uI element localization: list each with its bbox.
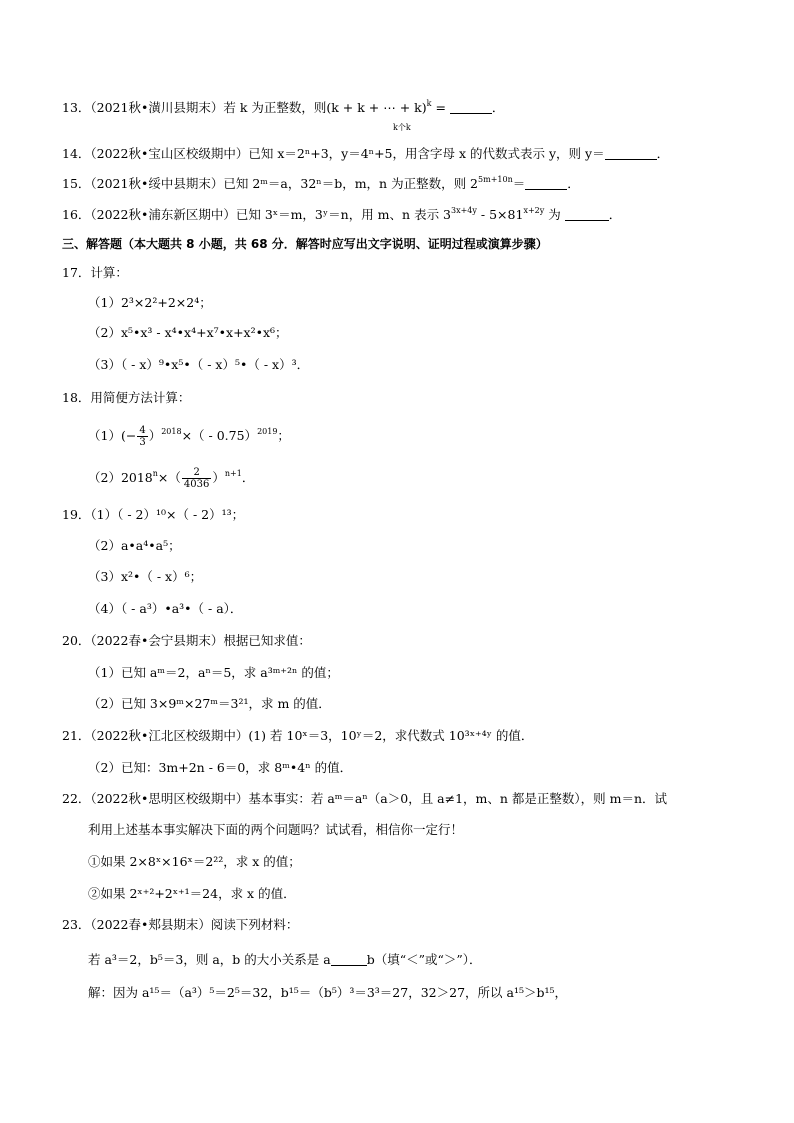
question-23-title: 23．（2022春•郏县期末）阅读下列材料： bbox=[62, 917, 299, 932]
question-20-part-2: （2）已知 3×9ᵐ×27ᵐ＝3²¹，求 m 的值． bbox=[88, 696, 331, 711]
question-18-title: 18．用简便方法计算： bbox=[62, 390, 191, 405]
question-21-part-1: 21．（2022秋•江北区校级期中）(1) 若 10ˣ＝3，10ʸ＝2，求代数式 10³ˣ⁺⁴ʸ 的值． bbox=[62, 728, 534, 743]
question-23-line-2: 解：因为 a¹⁵＝（a³）⁵＝2⁵＝32，b¹⁵＝（b⁵）³＝3³＝27，32＞27，所以 a¹⁵＞b¹⁵， bbox=[88, 985, 567, 1000]
question-17-part-2: （2）x⁵•x³ - x⁴•x⁴+x⁷•x+x²•x⁶； bbox=[88, 325, 288, 340]
fraction: $\frac{2}{4036}$ bbox=[183, 467, 210, 490]
answer-blank[interactable] bbox=[525, 177, 567, 190]
question-23-line-1: 若 a³＝2，b⁵＝3，则 a，b 的大小关系是 a b（填“＜”或“＞”）． bbox=[88, 952, 482, 967]
answer-blank[interactable] bbox=[565, 208, 609, 221]
question-22-line-2: 利用上述基本事实解决下面的两个问题吗？试试看，相信你一定行！ bbox=[88, 822, 464, 837]
question-22-line-1: 22．（2022秋•思明区校级期中）基本事实：若 aᵐ＝aⁿ（a＞0，且 a≠1，m、n 都是正整数），则 m＝n．试 bbox=[62, 791, 668, 806]
question-15: 15．（2021秋•绥中县期末）已知 2ᵐ＝a，32ⁿ＝b，m，n 为正整数，则 $2^{5m+10n}=$ ． bbox=[62, 175, 580, 191]
question-19-part-1: 19．（1）（ - 2）¹⁰×（ - 2）¹³； bbox=[62, 507, 245, 522]
question-22-item-1: ①如果 2×8ˣ×16ˣ＝2²²，求 x 的值； bbox=[88, 854, 301, 869]
question-17-part-1: （1）2³×2²+2×2⁴； bbox=[88, 295, 212, 310]
underbrace-label: k个k bbox=[393, 123, 411, 132]
question-18-part-1: （1）(− $\frac{4}{3}$ ）$^{2018}$×（ - 0.75）$^{2019}$； bbox=[88, 425, 290, 448]
question-19-part-2: （2）a•a⁴•a⁵； bbox=[88, 538, 181, 553]
question-14: 14．（2022秋•宝山区校级期中）已知 x＝2ⁿ+3，y＝4ⁿ+5，用含字母 x 的代数式表示 y，则 y＝ ． bbox=[62, 146, 670, 161]
question-19-part-4: （4）（ - a³）•a³•（ - a）． bbox=[88, 601, 243, 616]
question-17-part-3: （3）（ - x）⁹•x⁵•（ - x）⁵•（ - x）³． bbox=[88, 357, 310, 372]
question-16: 16．（2022秋•浦东新区期中）已知 3ˣ＝m，3ʸ＝n，用 m、n 表示 $3^{3x+4y} - 5\times 81^{x+2y}$ 为 ． bbox=[62, 206, 622, 222]
answer-blank[interactable] bbox=[605, 147, 657, 160]
answer-blank[interactable] bbox=[450, 101, 492, 114]
answer-blank[interactable] bbox=[331, 953, 367, 966]
question-20-part-1: （1）已知 aᵐ＝2，aⁿ＝5，求 a³ᵐ⁺²ⁿ 的值； bbox=[88, 665, 339, 680]
question-20-title: 20．（2022春•会宁县期末）根据已知求值： bbox=[62, 633, 311, 648]
question-13-stem: 13．（2021秋•潢川县期末）若 k 为正整数，则(k + k + ⋯ + k) bbox=[62, 100, 427, 115]
question-18-part-2: $(2)2018^n\times$（ $\frac{2}{4036}$ ）$^{n+1}$． bbox=[88, 467, 255, 490]
question-19-part-3: （3）x²•（ - x）⁶； bbox=[88, 569, 203, 584]
question-21-part-2: （2）已知：3m+2n - 6＝0，求 8ᵐ•4ⁿ 的值． bbox=[88, 760, 353, 775]
question-17-title: 17．计算： bbox=[62, 265, 128, 280]
question-13: 13．（2021秋•潢川县期末）若 k 为正整数，则(k + k + ⋯ + k)$^k$ = ． bbox=[62, 99, 505, 115]
fraction: $\frac{4}{3}$ bbox=[139, 425, 146, 448]
question-22-item-2: ②如果 2ˣ⁺²+2ˣ⁺¹＝24，求 x 的值． bbox=[88, 886, 296, 901]
section-heading: 三、解答题（本大题共 8 小题，共 68 分．解答时应写出文字说明、证明过程或演算步骤） bbox=[62, 237, 548, 251]
